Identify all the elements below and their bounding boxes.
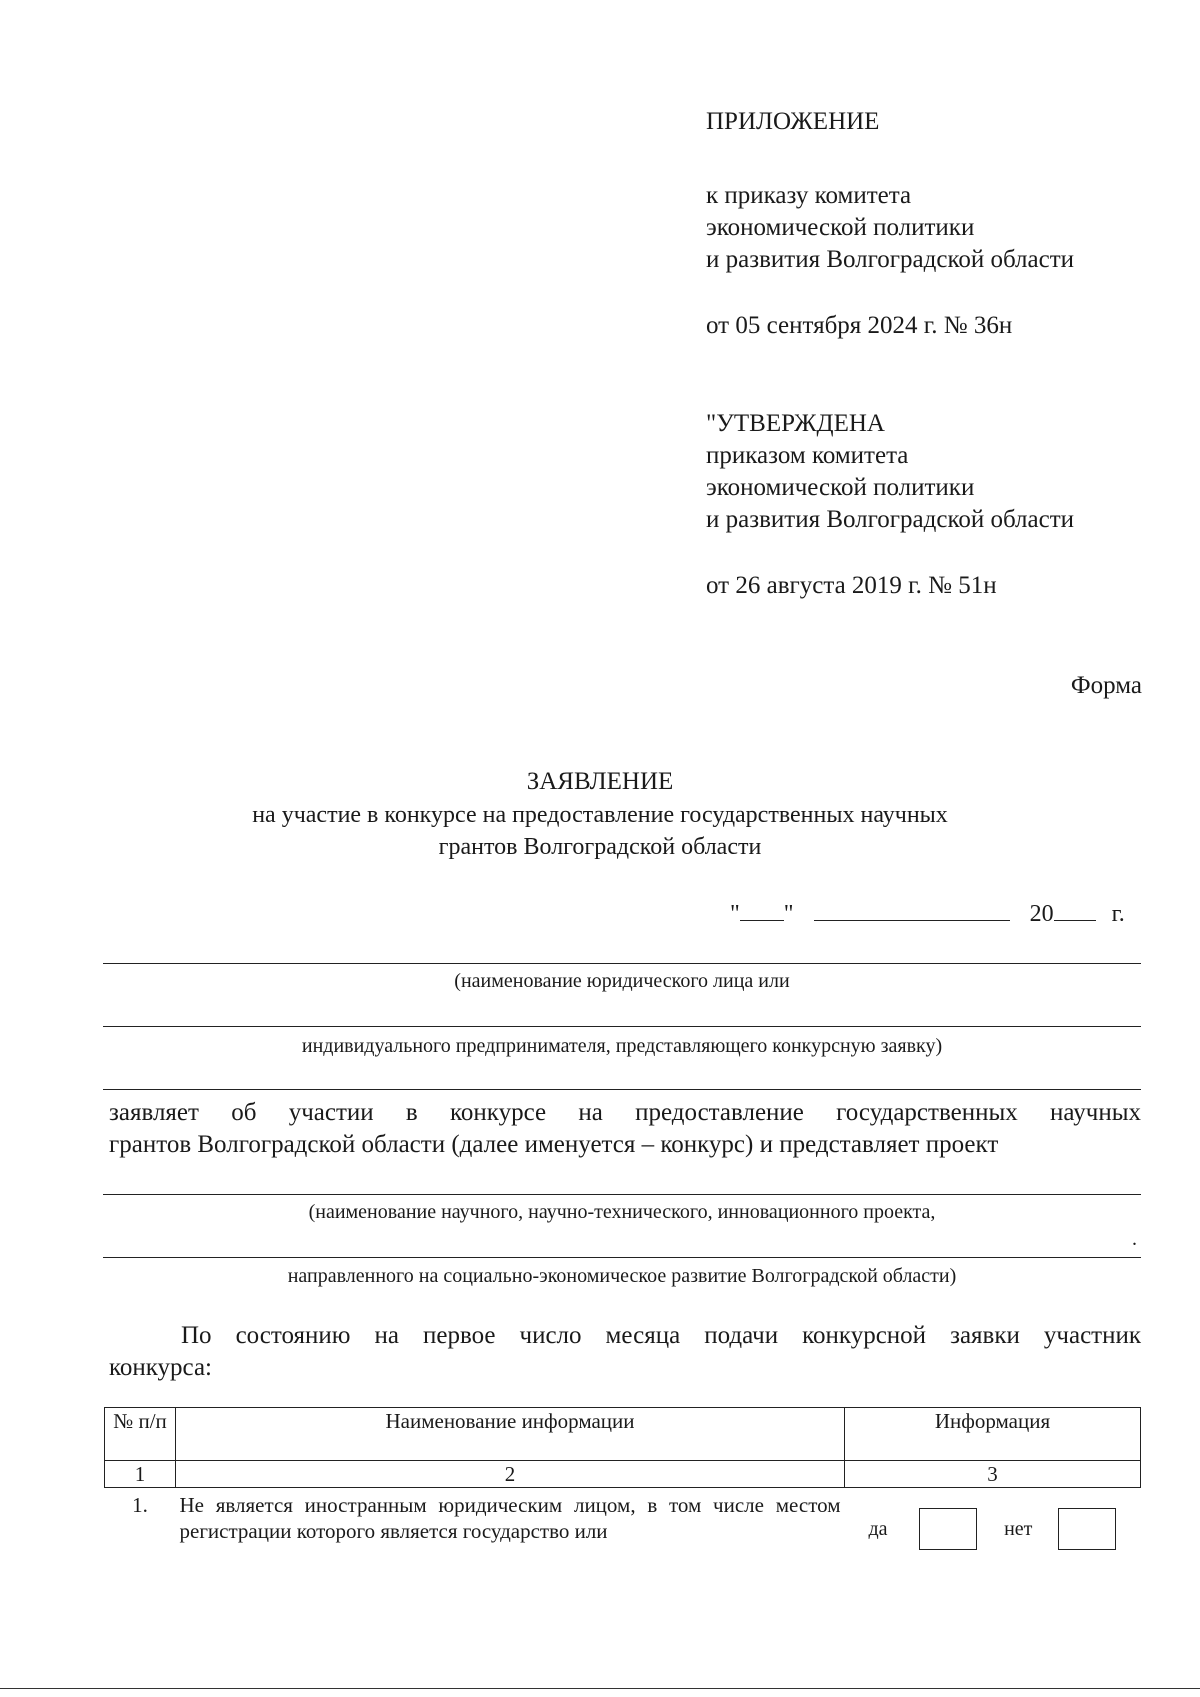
row-number: 1. bbox=[132, 1493, 148, 1517]
document-title: ЗАЯВЛЕНИЕ bbox=[526, 768, 674, 795]
no-checkbox[interactable] bbox=[1058, 1508, 1116, 1550]
project-name-line-2[interactable] bbox=[103, 1257, 1141, 1258]
table-row bbox=[105, 1488, 1141, 1551]
day-blank[interactable] bbox=[740, 898, 784, 921]
approved-line-1: "УТВЕРЖДЕНА bbox=[706, 410, 885, 437]
year-prefix: 20 bbox=[1029, 901, 1054, 927]
project-name-line-1[interactable] bbox=[103, 1194, 1141, 1195]
status-line-1: По состоянию на первое число месяца подачи конкурсной заявки участник bbox=[181, 1322, 1141, 1349]
document-subtitle-2: грантов Волгоградской области bbox=[438, 834, 762, 860]
appendix-line-1: к приказу комитета bbox=[706, 182, 912, 209]
appendix-line-2: экономической политики bbox=[706, 214, 975, 241]
numbering-cell-3: 3 bbox=[845, 1461, 1141, 1488]
document-subtitle-1: на участие в конкурсе на предоставление государственных научных bbox=[252, 802, 948, 828]
appendix-line-3: и развития Волгоградской области bbox=[706, 246, 1075, 273]
info-table bbox=[104, 1407, 1141, 1550]
appendix-date: от 05 сентября 2024 г. № 36н bbox=[706, 312, 1013, 339]
yes-checkbox[interactable] bbox=[919, 1508, 977, 1550]
numbering-cell-1: 1 bbox=[105, 1461, 176, 1488]
declaration-line-2: грантов Волгоградской области (далее именуется – конкурс) и представляет проект bbox=[109, 1131, 999, 1158]
project-caption-1: (наименование научного, научно-технического, инновационного проекта, bbox=[308, 1201, 936, 1223]
header-information: Информация bbox=[845, 1408, 1141, 1461]
numbering-cell-2: 2 bbox=[176, 1461, 845, 1488]
year-blank[interactable] bbox=[1054, 898, 1096, 921]
row-answer bbox=[845, 1488, 1141, 1551]
entity-caption-2: индивидуального предпринимателя, представляющего конкурсную заявку) bbox=[301, 1035, 943, 1057]
header-number: № п/п bbox=[105, 1408, 176, 1461]
approved-line-4: и развития Волгоградской области bbox=[706, 506, 1075, 533]
form-label: Форма bbox=[1070, 672, 1142, 699]
appendix-title: ПРИЛОЖЕНИЕ bbox=[706, 108, 880, 135]
date-close-quote: " bbox=[783, 901, 794, 927]
month-blank[interactable] bbox=[814, 898, 1010, 921]
approved-line-3: экономической политики bbox=[706, 474, 975, 501]
date-open-quote: " bbox=[730, 901, 740, 927]
entity-caption-1: (наименование юридического лица или bbox=[454, 970, 790, 992]
declaration-line-1: заявляет об участии в конкурсе на предоставление государственных научных bbox=[109, 1099, 1141, 1126]
table-numbering-row bbox=[105, 1461, 1141, 1488]
period-mark: . bbox=[1132, 1228, 1137, 1250]
date-field bbox=[730, 898, 1125, 929]
year-suffix: г. bbox=[1111, 901, 1125, 927]
entity-name-line-3[interactable] bbox=[103, 1089, 1141, 1090]
approved-line-2: приказом комитета bbox=[706, 442, 909, 469]
no-label: нет bbox=[1004, 1518, 1033, 1540]
yes-label: да bbox=[868, 1518, 888, 1540]
header-name: Наименование информации bbox=[176, 1408, 845, 1461]
status-line-2: конкурса: bbox=[109, 1354, 212, 1381]
row-text: Не является иностранным юридическим лицом, в том числе местом регистрации которого является государство или bbox=[179, 1493, 841, 1543]
project-caption-2: направленного на социально-экономическое развитие Волгоградской области) bbox=[287, 1265, 957, 1287]
table-header-row bbox=[105, 1408, 1141, 1461]
page-bottom-edge bbox=[0, 1688, 1200, 1689]
entity-name-line-2[interactable] bbox=[103, 1026, 1141, 1027]
entity-name-line-1[interactable] bbox=[103, 963, 1141, 964]
approved-date: от 26 августа 2019 г. № 51н bbox=[706, 572, 997, 599]
